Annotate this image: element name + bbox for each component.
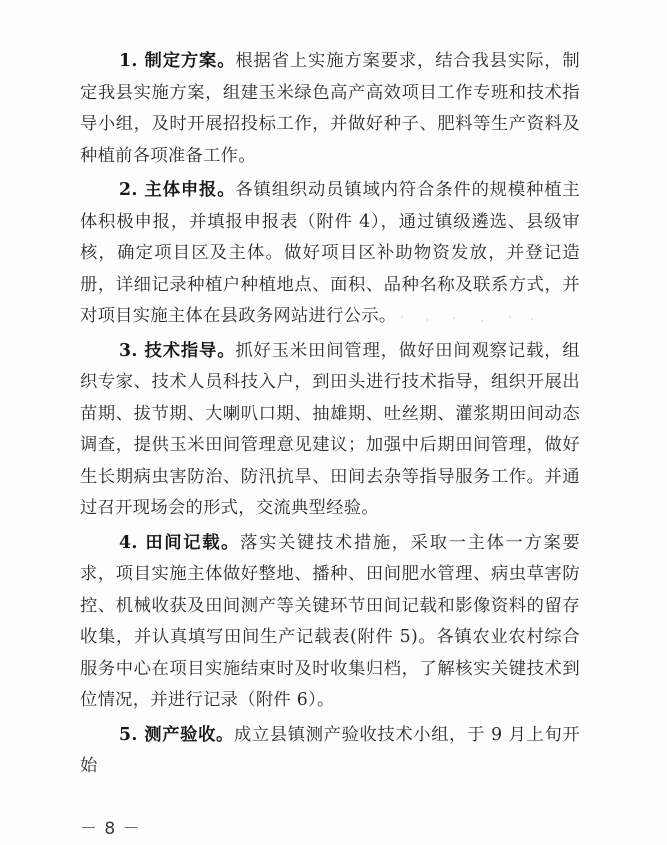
page-number: － 8 － xyxy=(80,819,141,839)
section-5-paragraph xyxy=(80,720,580,783)
section-5-text: 成立县镇测产验收技术小组，于 9 月上旬开始 xyxy=(80,724,580,776)
section-4-paragraph xyxy=(80,528,580,717)
section-2-paragraph xyxy=(80,175,580,333)
section-4-text: 落实关键技术措施，采取一主体一方案要求，项目实施主体做好整地、播种、田间肥水管理、病虫草害防控、机械收获及田间测产等关键环节田间记载和影像资料的留存收集，并认真填写田间生产记载表(附件 5)。各镇农业农村综合服务中心在项目实施结束时及时收集归档，了解核实关键技术到位情况，并进行记录（附件 6）。 xyxy=(80,532,580,710)
section-2-text: 各镇组织动员镇域内符合条件的规模种植主体积极申报，并填报申报表（附件 4），通过镇级遴选、县级审核，确定项目区及主体。做好项目区补助物资发放，并登记造册，详细记录种植户种植地点、面积、品种名称及联系方式，并对项目实施主体在县政务网站进行公示。 xyxy=(80,180,580,326)
section-3-text: 抓好玉米田间管理，做好田间观察记载，组织专家、技术人员科技入户，到田头进行技术指导，组织开展出苗期、拔节期、大喇叭口期、抽雄期、吐丝期、灌浆期田间动态调查，提供玉米田间管理意见建议；加强中后期田间管理，做好生长期病虫害防治、防汛抗旱、田间去杂等指导服务工作。并通过召开现场会的形式，交流典型经验。 xyxy=(80,340,580,518)
section-1-heading: 1. 制定方案。 xyxy=(119,51,236,71)
section-5-heading: 5. 测产验收。 xyxy=(119,724,234,745)
section-3-paragraph xyxy=(80,336,580,525)
section-4-heading: 4. 田间记载。 xyxy=(119,532,241,553)
document-body xyxy=(80,46,580,786)
section-1-paragraph xyxy=(80,46,580,172)
section-1-text: 根据省上实施方案要求，结合我县实际，制定我县实施方案，组建玉米绿色高产高效项目工作专班和技术指导小组，及时开展招投标工作，并做好种子、肥料等生产资料及种植前各项准备工作。 xyxy=(80,51,580,166)
scan-speckle xyxy=(372,314,542,324)
section-3-heading: 3. 技术指导。 xyxy=(119,340,236,361)
section-2-heading: 2. 主体申报。 xyxy=(119,180,236,200)
